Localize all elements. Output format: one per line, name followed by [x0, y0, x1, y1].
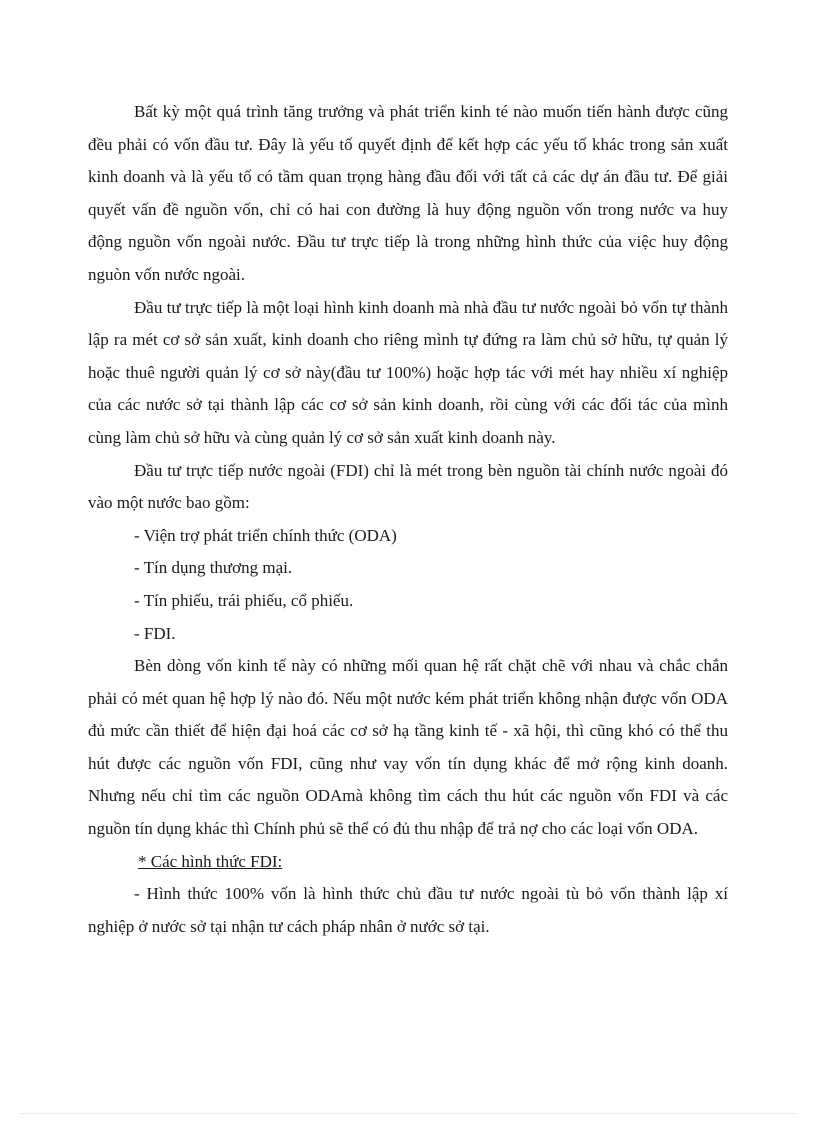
paragraph-direct-investment: Đầu tư trực tiếp là một loại hình kinh doanh mà nhà đầu tư nước ngoài bỏ vốn tự thành lập ra mét cơ sở sản xuất, kinh doanh cho riêng mình tự đứng ra làm chủ sở hữu, tự quản lý hoặc thuê người quản lý cơ sở này(đầu tư 100%) hoặc hợp tác với mét hay nhiều xí nghiệp của các nước sở tại thành lập các cơ sở sản kinh doanh, rồi cùng với các đối tác của mình cùng làm chủ sở hữu và cùng quản lý cơ sở sản xuất kinh doanh này. — [88, 297, 728, 447]
paragraph-fdi-forms: - Hình thức 100% vốn là hình thức chủ đầu tư nước ngoài tù bỏ vốn thành lập xí nghiệp ở nước sở tại nhận tư cách pháp nhân ở nước sở tại. — [88, 884, 728, 936]
paragraph-intro: Bất kỳ một quá trình tăng trưởng và phát triển kinh té nào muốn tiến hành được cũng đều phải có vốn đầu tư. Đây là yếu tố quyết định để kết hợp các yếu tố khác trong sản xuất kinh doanh và là yếu tố có tầm quan trọng hàng đầu đối với tất cả các dự án đầu tư. Để giải quyết vấn đề nguồn vốn, chỉ có hai con đường là huy động nguồn vốn trong nước va huy động nguồn vốn ngoài nước. Đầu tư trực tiếp là trong những hình thức của việc huy động nguòn vốn nước ngoài. — [88, 102, 728, 284]
paragraph-capital-flows: Bèn dòng vốn kinh tế này có những mối quan hệ rất chặt chẽ với nhau và chắc chắn phải có mét quan hệ hợp lý nào đó. Nếu một nước kém phát triển không nhận được vốn ODA đủ mức cần thiết để hiện đại hoá các cơ sở hạ tầng kinh tế - xã hội, thì cũng khó có thể thu hút được các nguồn vốn FDI, cũng như vay vốn tín dụng khác để mở rộng kinh doanh. Nhưng nếu chỉ tìm các nguồn ODAmà không tìm cách thu hút các nguồn vốn FDI và các nguồn tín dụng khác thì Chính phủ sẽ thể có đủ thu nhập để trả nợ cho các loại vốn ODA. — [88, 656, 728, 839]
page-bottom-divider — [20, 1113, 796, 1114]
section-heading — [88, 846, 728, 879]
list-item-fdi: - FDI. — [134, 623, 176, 643]
list-item-commercial-credit: - Tín dụng thương mại. — [134, 558, 293, 578]
document-body — [88, 96, 728, 943]
list-item-securities: - Tín phiếu, trái phiếu, cổ phiếu. — [134, 590, 354, 610]
section-heading-text: * Các hình thức FDI: — [138, 851, 283, 871]
paragraph-fdi-sources: Đầu tư trực tiếp nước ngoài (FDI) chỉ là mét trong bèn nguồn tài chính nước ngoài đó vào một nước bao gồm: — [88, 460, 728, 513]
list-item-oda: - Viện trợ phát triển chính thức (ODA) — [134, 525, 397, 545]
